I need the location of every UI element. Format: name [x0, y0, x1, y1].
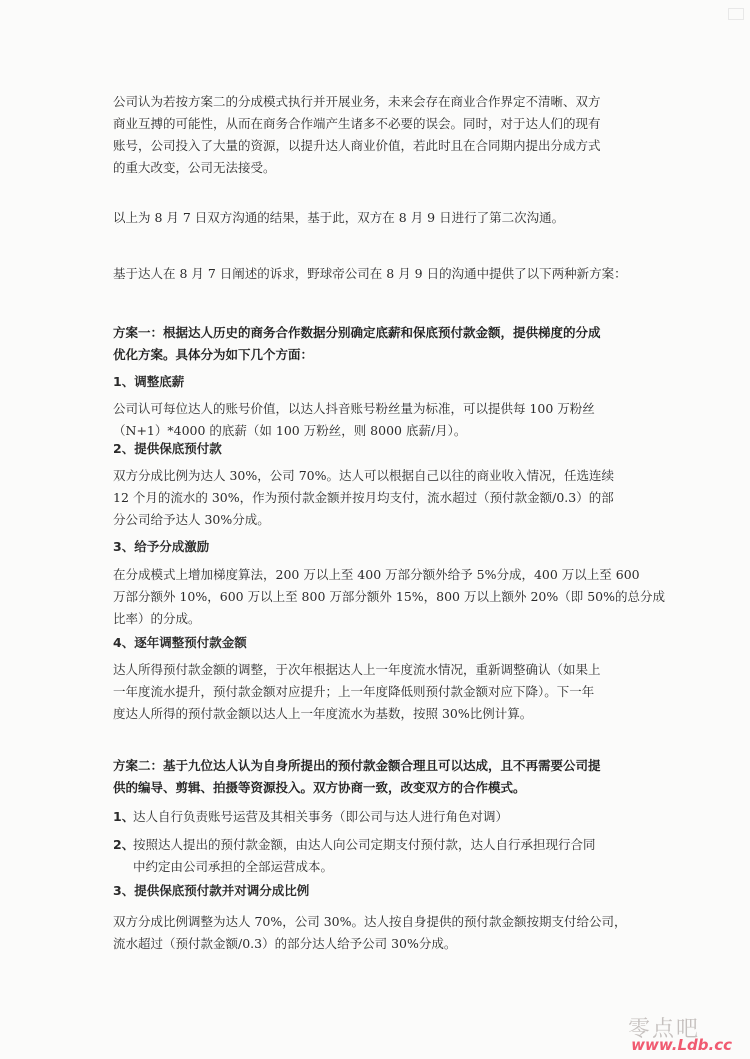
plan2-heading [113, 755, 658, 799]
text-line: 3、提供保底预付款并对调分成比例 [113, 883, 310, 898]
watermark-logo-text: 零点吧 [627, 1017, 700, 1042]
plan1-item3-title [113, 536, 658, 558]
plan2-item1-number: 1、 [113, 809, 135, 824]
plan2-item1-text: 达人自行负责账号运营及其相关事务（即公司与达人进行角色对调） [133, 809, 509, 824]
text-line: 基于达人在 8 月 7 日阐述的诉求，野球帝公司在 8 月 9 日的沟通中提供了以下两种新方案： [113, 266, 627, 281]
text-line: 方案一：根据达人历史的商务合作数据分别确定底薪和保底预付款金额，提供梯度的分成 [113, 325, 601, 340]
text-line: 万部分额外 10%，600 万以上至 800 万部分额外 15%，800 万以上额外 20%（即 50%的总分成 [113, 589, 665, 604]
text-line: 公司认可每位达人的账号价值，以达人抖音账号粉丝量为标准，可以提供每 100 万粉丝 [113, 401, 595, 416]
watermark-url: www.Ldb.cc [631, 1036, 732, 1054]
text-line: 供的编导、剪辑、拍摄等资源投入。双方协商一致，改变双方的合作模式。 [113, 780, 526, 795]
text-line: 按照达人提出的预付款金额，由达人向公司定期支付预付款，达人自行承担现行合同 [133, 837, 596, 852]
paragraph-company-view [113, 91, 658, 179]
text-line: 3、给予分成激励 [113, 539, 210, 554]
plan1-item4-title [113, 632, 658, 654]
plan1-item2-body [113, 465, 658, 531]
plan1-item3-body [113, 564, 665, 630]
paragraph-second-meeting-intro [113, 263, 658, 285]
text-line: 账号，公司投入了大量的资源，以提升达人商业价值，若此时且在合同期内提出分成方式 [113, 138, 601, 153]
text-line: 度达人所得的预付款金额以达人上一年度流水为基数，按照 30%比例计算。 [113, 706, 533, 721]
text-line: 4、逐年调整预付款金额 [113, 635, 247, 650]
text-line: 公司认为若按方案二的分成模式执行并开展业务，未来会存在商业合作界定不清晰、双方 [113, 94, 601, 109]
plan2-item3-body [113, 911, 658, 955]
page-corner-mark [728, 8, 744, 20]
text-line: 以上为 8 月 7 日双方沟通的结果，基于此，双方在 8 月 9 日进行了第二次沟通。 [113, 210, 565, 225]
text-line: 12 个月的流水的 30%，作为预付款金额并按月均支付，流水超过（预付款金额/0.3）的部 [113, 490, 614, 505]
plan1-heading [113, 322, 658, 366]
text-line: 中约定由公司承担的全部运营成本。 [133, 859, 334, 874]
plan1-item2-title [113, 438, 658, 460]
text-line: 优化方案。具体分为如下几个方面： [113, 347, 314, 362]
plan1-item4-body [113, 659, 658, 725]
text-line: 流水超过（预付款金额/0.3）的部分达人给予公司 30%分成。 [113, 936, 457, 951]
plan2-item2-number: 2、 [113, 837, 135, 852]
text-line: 在分成模式上增加梯度算法，200 万以上至 400 万部分额外给予 5%分成，400 万以上至 600 [113, 567, 640, 582]
paragraph-first-meeting-result [113, 207, 658, 229]
text-line: 方案二：基于九位达人认为自身所提出的预付款金额合理且可以达成，且不再需要公司提 [113, 758, 601, 773]
plan2-item3-title [113, 880, 658, 902]
plan2-item2-body [133, 834, 653, 878]
text-line: 1、调整底薪 [113, 374, 185, 389]
text-line: 达人所得预付款金额的调整，于次年根据达人上一年度流水情况，重新调整确认（如果上 [113, 662, 601, 677]
text-line: 双方分成比例为达人 30%，公司 70%。达人可以根据自己以往的商业收入情况，任选连续 [113, 468, 615, 483]
text-line: 的重大改变，公司无法接受。 [113, 160, 276, 175]
text-line: （N+1）*4000 的底薪（如 100 万粉丝，则 8000 底薪/月）。 [113, 423, 467, 438]
text-line: 商业互搏的可能性，从而在商务合作端产生诸多不必要的误会。同时，对于达人们的现有 [113, 116, 601, 131]
plan1-item1-title [113, 371, 658, 393]
text-line: 比率）的分成。 [113, 611, 201, 626]
text-line: 2、提供保底预付款 [113, 441, 222, 456]
text-line: 双方分成比例调整为达人 70%，公司 30%。达人按自身提供的预付款金额按期支付给公司， [113, 914, 627, 929]
text-line: 分公司给予达人 30%分成。 [113, 512, 270, 527]
plan1-item1-body [113, 398, 658, 442]
text-line: 一年度流水提升，预付款金额对应提升；上一年度降低则预付款金额对应下降）。下一年 [113, 684, 595, 699]
